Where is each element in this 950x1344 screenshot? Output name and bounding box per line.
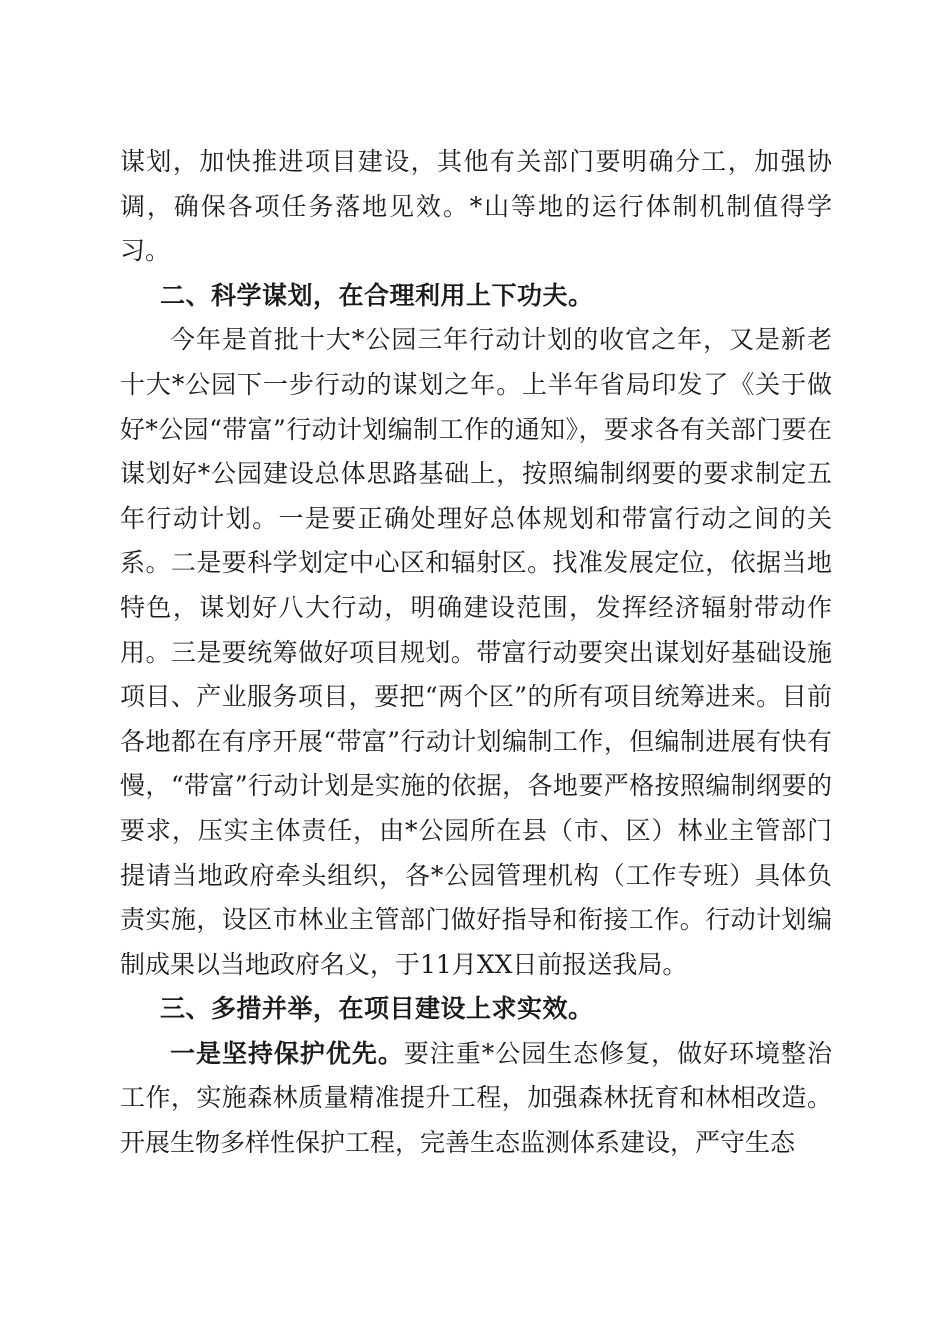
paragraph-action-plan: 今年是首批十大*公园三年行动计划的收官之年，又是新老十大*公园下一步行动的谋划之年。上半年省局印发了《关于做好*公园“带富”行动计划编制工作的通知》，要求各有关部门要在谋划好*公园建设总体思路基础上，按照编制纲要的要求制定五年行动计划。一是要正确处理好总体规划和带富行动之间的关系。二是要科学划定中心区和辐射区。找准发展定位，依据当地特色，谋划好八大行动，明确建设范围，发挥经济辐射带动作用。三是要统筹做好项目规划。带富行动要突出谋划好基础设施项目、产业服务项目，要把“两个区”的所有项目统筹进来。目前各地都在有序开展“带富”行动计划编制工作，但编制进展有快有慢，“带富”行动计划是实施的依据，各地要严格按照编制纲要的要求，压实主体责任，由*公园所在县（市、区）林业主管部门提请当地政府牵头组织，各*公园管理机构（工作专班）具体负责实施，设区市林业主管部门做好指导和衔接工作。行动计划编制成果以当地政府名义，于11月XX日前报送我局。 [120,325,832,979]
document-body [120,140,832,1166]
paragraph-continuation: 谋划，加快推进项目建设，其他有关部门要明确分工，加强协调，确保各项任务落地见效。*山等地的运行体制机制值得学习。 [120,147,832,266]
paragraph-lead-phrase: 一是坚持保护优先。 [170,1038,404,1068]
section-heading-two: 二、科学谋划，在合理利用上下功夫。 [160,280,594,310]
paragraph-protection-text: 要注重*公园生态修复，做好环境整治工作，实施森林质量精准提升工程，加强森林抚育和林相改造。开展生物多样性保护工程，完善生态监测体系建设，严守生态 [120,1038,832,1158]
section-heading-three: 三、多措并举，在项目建设上求实效。 [160,994,594,1024]
paragraph-protection [120,1032,832,1166]
